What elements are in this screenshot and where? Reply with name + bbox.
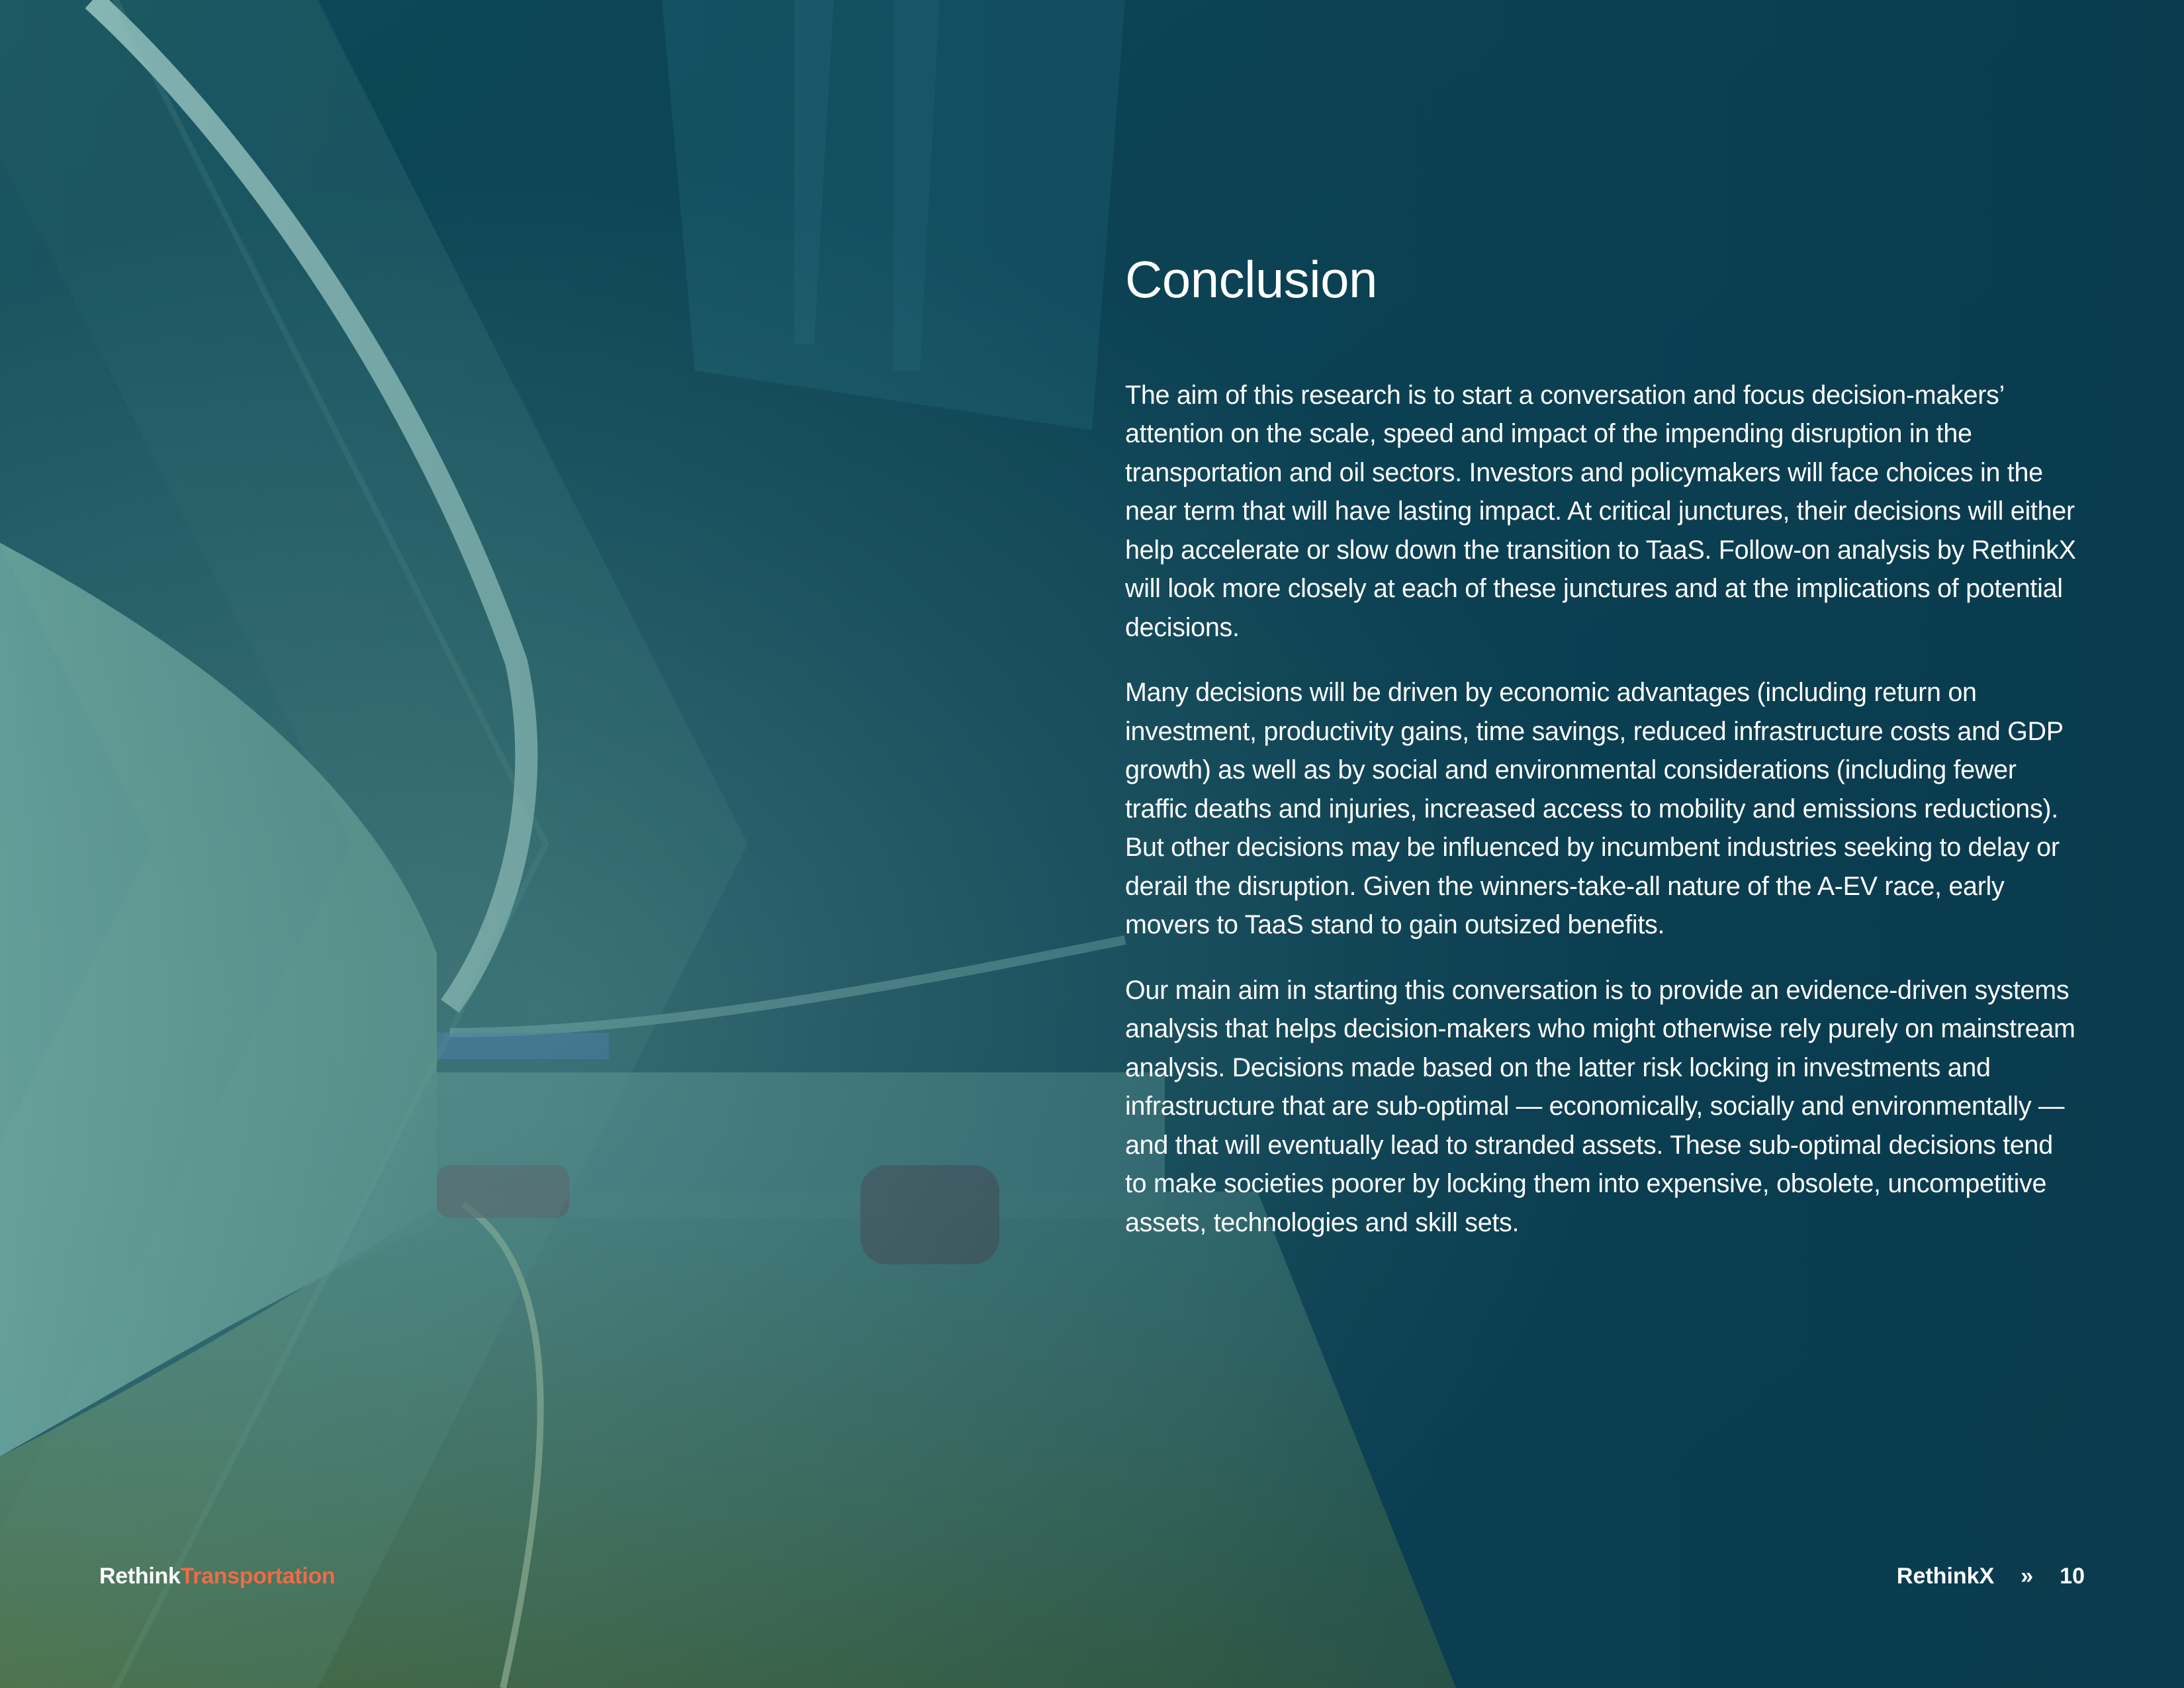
footer-page-info <box>1897 1564 2085 1589</box>
paragraph-3: Our main aim in starting this conversation is to provide an evidence-driven systems analysis that helps decision-makers who might otherwise rely purely on mainstream analysis. Decisions made based on the latter risk locking in investments and infrastructure that are sub-optimal — economically, socially and environmentally — and that will eventually lead to stranded assets. These sub-optimal decisions tend to make societies poorer by locking them into expensive, obsolete, uncompetitive assets, technologies and skill sets. <box>1125 975 2075 1237</box>
conclusion-section <box>1125 252 2078 1268</box>
footer-brand-secondary: Transportation <box>180 1564 336 1589</box>
paragraph-1: The aim of this research is to start a conversation and focus decision-makers’ attention on the scale, speed and impact of the impending disruption in the transportation and oil sectors. Investors and policymakers will face choices in the near term that will have lasting impact. At critical junctures, their decisions will either help accelerate or slow down the transition to TaaS. Follow-on analysis by RethinkX will look more closely at each of these junctures and at the implications of potential decisions. <box>1125 380 2076 642</box>
paragraph-2: Many decisions will be driven by economic advantages (including return on investment, productivity gains, time savings, reduced infrastructure costs and GDP growth) as well as by social and environmental considerations (including fewer traffic deaths and injuries, increased access to mobility and emissions reductions). But other decisions may be influenced by incumbent industries seeking to delay or derail the disruption. Given the winners-take-all nature of the A-EV race, early movers to TaaS stand to gain outsized benefits. <box>1125 678 2064 940</box>
footer-separator: » <box>2021 1564 2034 1589</box>
footer-brand-primary: Rethink <box>99 1564 181 1589</box>
footer-brand <box>99 1564 335 1589</box>
page-title: Conclusion <box>1125 250 1377 308</box>
page-number: 10 <box>2060 1564 2085 1589</box>
footer-publisher: RethinkX <box>1896 1564 1995 1589</box>
